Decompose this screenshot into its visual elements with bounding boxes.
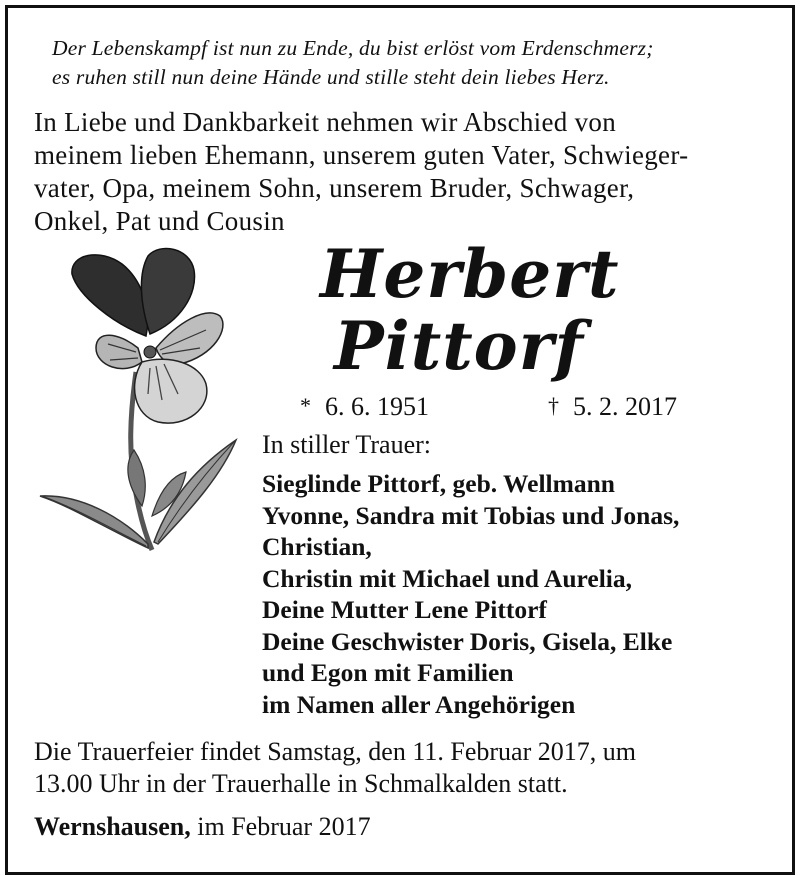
death-date: 5. 2. 2017 xyxy=(573,392,677,421)
mourner-line: Christian, xyxy=(262,532,372,561)
mourner-line: Christin mit Michael und Aurelia, xyxy=(262,563,633,593)
funeral-line: Die Trauerfeier findet Samstag, den 11. Februar 2017, um xyxy=(34,737,636,766)
motto-line: Der Lebenskampf ist nun zu Ende, du bist erlöst vom Erdenschmerz; xyxy=(52,36,654,60)
death-cross-icon: † xyxy=(548,393,559,418)
mourner-line: Yvonne, Sandra mit Tobias und Jonas, xyxy=(262,500,680,530)
mourners-heading: In stiller Trauer: xyxy=(262,430,431,459)
birth-date: 6. 6. 1951 xyxy=(325,392,429,421)
place-and-date xyxy=(34,812,371,842)
motto-line: es ruhen still nun deine Hände und stille steht dein liebes Herz. xyxy=(52,65,610,89)
funeral-info xyxy=(34,736,774,800)
funeral-line: 13.00 Uhr in der Trauerhalle in Schmalkalden statt. xyxy=(34,769,568,798)
deceased-first-name: Herbert xyxy=(320,235,620,313)
intro-line: Onkel, Pat und Cousin xyxy=(34,206,285,236)
mourner-line: Deine Mutter Lene Pittorf xyxy=(262,595,547,624)
mourners-list xyxy=(262,468,782,720)
mourner-line: und Egon mit Familien xyxy=(262,658,514,687)
place-date: im Februar 2017 xyxy=(197,812,371,841)
deceased-last-name: Pittorf xyxy=(334,307,584,385)
intro-line: meinem lieben Ehemann, unserem guten Vater, Schwieger- xyxy=(34,140,689,170)
mourner-line: im Namen aller Angehörigen xyxy=(262,689,576,719)
death-date-group xyxy=(548,392,677,422)
intro-paragraph xyxy=(34,106,774,238)
motto-verse xyxy=(52,34,772,92)
birth-star-icon: * xyxy=(300,393,311,418)
birth-date-group xyxy=(300,392,429,422)
place-town: Wernshausen, xyxy=(34,812,191,841)
deceased-name xyxy=(316,235,620,385)
mourner-line: Sieglinde Pittorf, geb. Wellmann xyxy=(262,469,615,498)
intro-line: In Liebe und Dankbarkeit nehmen wir Abschied von xyxy=(34,107,616,137)
mourner-line: Deine Geschwister Doris, Gisela, Elke xyxy=(262,626,673,656)
intro-line: vater, Opa, meinem Sohn, unserem Bruder, Schwager, xyxy=(34,173,635,203)
life-dates xyxy=(0,392,800,426)
